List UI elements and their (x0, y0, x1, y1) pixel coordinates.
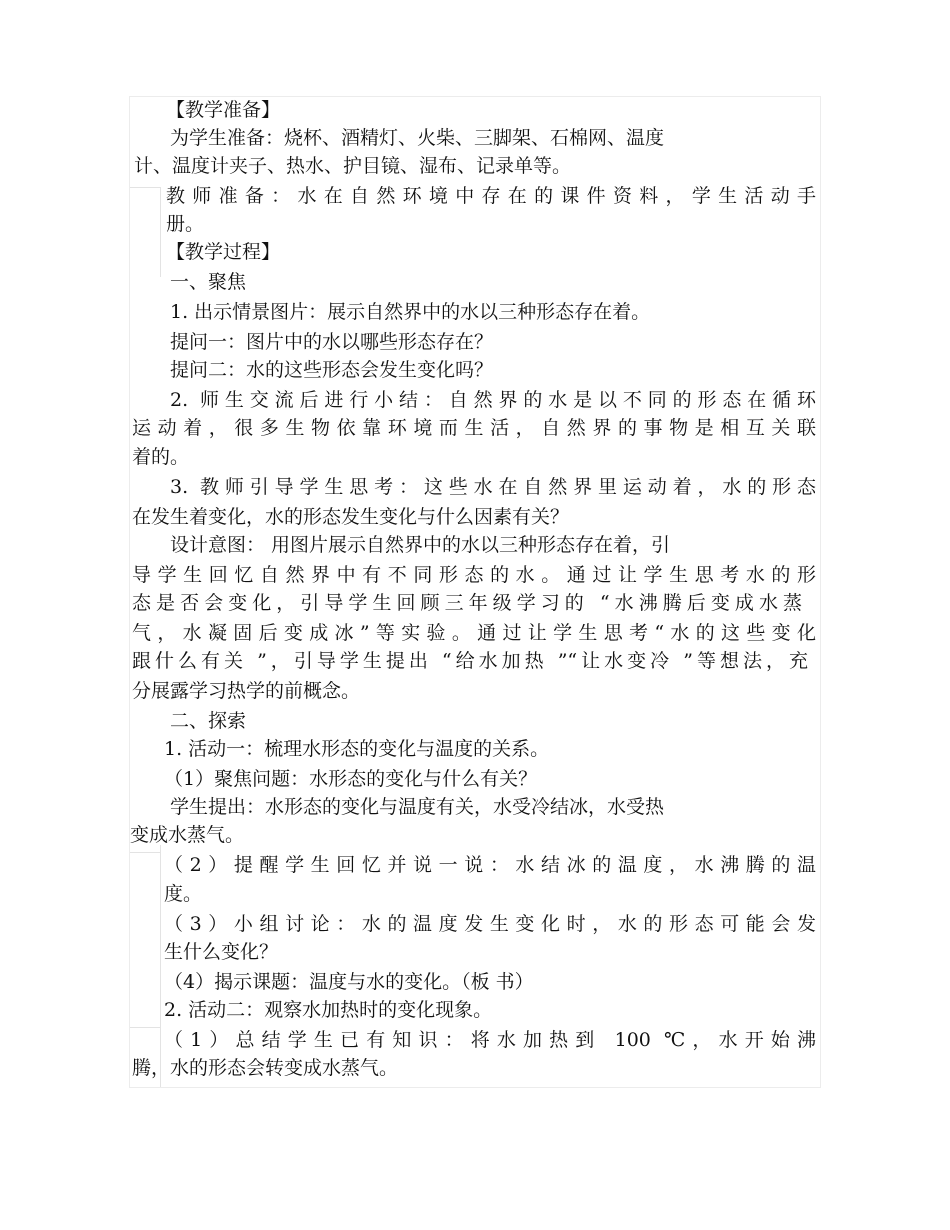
text-line: 3. 教师引导学生思考：这些水在自然界里运动着，水的形态 (170, 476, 816, 498)
text-line: 分展露学习热学的前概念。 (132, 680, 361, 702)
text-line: 度。 (164, 883, 203, 905)
text-line: 教师准备：水在自然环境中存在的课件资料，学生活动手 (166, 185, 816, 207)
text-line: 1. 活动一：梳理水形态的变化与温度的关系。 (164, 738, 550, 760)
text-line: （4）揭示课题：温度与水的变化。（板 书） (164, 971, 534, 993)
text-line: 腾，水的形态会转变成水蒸气。 (132, 1057, 399, 1079)
margin-rule (130, 1027, 160, 1028)
text-line: 气，水凝固后变成冰”等实验。通过让学生思考“水的这些变化 (132, 622, 816, 644)
heading-process: 【教学过程】 (166, 241, 281, 263)
text-line: 变成水蒸气。 (130, 824, 245, 846)
text-line: （1）聚焦问题：水形态的变化与什么有关？ (164, 768, 538, 790)
text-line: 提问一：图片中的水以哪些形态存在？ (170, 331, 494, 353)
document-page (129, 96, 821, 1088)
text-line: 提问二：水的这些形态会发生变化吗？ (170, 359, 494, 381)
text-line: 着的。 (132, 446, 190, 468)
text-line: 在发生着变化，水的形态发生变化与什么因素有关？ (132, 506, 570, 528)
text-line: （3）小组讨论：水的温度发生变化时，水的形态可能会发 (164, 913, 816, 935)
text-line: 2. 师生交流后进行小结：自然界的水是以不同的形态在循环 (170, 389, 816, 411)
text-line: 学生提出：水形态的变化与温度有关，水受冷结冰，水受热 (170, 796, 665, 818)
margin-rule (160, 852, 161, 1087)
text-line: （1）总结学生已有知识：将水加热到 100 ℃，水开始沸 (164, 1029, 816, 1051)
text-line: （2）提醒学生回忆并说一说：水结冰的温度，水沸腾的温 (164, 854, 816, 876)
text-line: 2. 活动二：观察水加热时的变化现象。 (164, 999, 493, 1021)
text-line: 为学生准备：烧杯、酒精灯、火柴、三脚架、石棉网、温度 (170, 127, 665, 149)
margin-rule (130, 187, 160, 188)
text-line: 态是否会变化，引导学生回顾三年级学习的 “水沸腾后变成水蒸 (132, 592, 802, 614)
section-explore: 二、探索 (170, 710, 247, 732)
text-line: 导学生回忆自然界中有不同形态的水。通过让学生思考水的形 (132, 564, 816, 586)
text-line: 册。 (166, 213, 205, 235)
text-line: 运动着，很多生物依靠环境而生活，自然界的事物是相互关联 (132, 417, 816, 439)
margin-rule (130, 852, 160, 853)
margin-rule (160, 187, 161, 277)
heading-preparation: 【教学准备】 (166, 99, 281, 121)
text-line: 跟什么有关 ”，引导学生提出 “给水加热 ”“让水变冷 ”等想法，充 (132, 650, 808, 672)
text-line: 1. 出示情景图片：展示自然界中的水以三种形态存在着。 (170, 301, 651, 323)
section-focus: 一、聚焦 (170, 271, 247, 293)
text-line: 计、温度计夹子、热水、护目镜、湿布、记录单等。 (134, 155, 572, 177)
text-line: 生什么变化？ (164, 941, 279, 963)
text-line: 设计意图： 用图片展示自然界中的水以三种形态存在着，引 (170, 534, 671, 556)
